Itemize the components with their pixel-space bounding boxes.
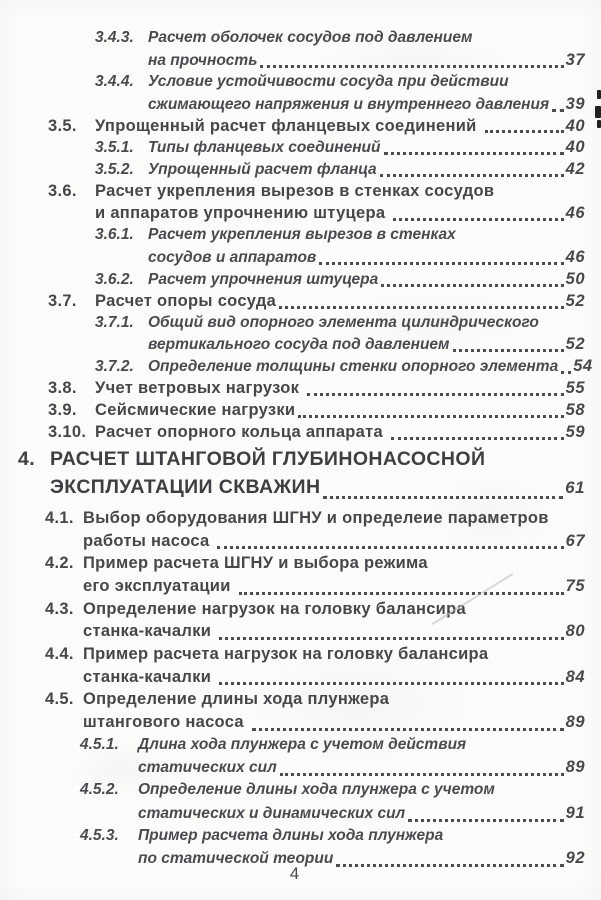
toc-line: [0, 713, 585, 736]
dot-leader: [239, 592, 564, 595]
entry-number: 3.5.: [48, 116, 77, 135]
entry-page: 89: [565, 713, 585, 732]
entry-text: Определение длины хода плунжера с учетом: [138, 781, 495, 799]
entry-text: Упрощенный расчет фланцевых соединений: [95, 116, 482, 135]
entry-number: 3.5.1.: [95, 139, 134, 157]
scan-edge-mark: [595, 106, 601, 118]
entry-number: 4.4.: [45, 645, 74, 664]
entry-text: Определение толщины стенки опорного элемента: [148, 358, 559, 376]
entry-text: Пример расчета ШГНУ и выбора режима: [83, 554, 428, 573]
page-number: 4: [289, 864, 300, 883]
entry-number: 3.7.1.: [95, 313, 134, 331]
entry-text: РАСЧЕТ ШТАНГОВОЙ ГЛУБИНОНАСОСНОЙ: [50, 447, 486, 470]
entry-number: 3.5.2.: [95, 161, 134, 179]
entry-text: на прочность: [148, 51, 258, 69]
entry-text: Расчет опоры сосуда: [95, 291, 277, 310]
entry-text: Выбор оборудования ШГНУ и определеие параметров: [83, 508, 549, 527]
dot-leader: [380, 174, 564, 177]
entry-text: статических сил: [138, 759, 277, 777]
toc-line: [0, 379, 585, 401]
toc-line: [0, 160, 585, 182]
entry-page: 75: [565, 576, 585, 595]
dot-leader: [217, 546, 563, 549]
dot-leader: [307, 393, 564, 396]
toc-line: [0, 448, 585, 476]
entry-text: Определение длины хода плунжера: [83, 690, 390, 709]
entry-number: 3.7.: [48, 291, 77, 310]
dot-leader: [319, 262, 563, 265]
entry-page: 42: [565, 160, 585, 179]
toc-line: [0, 736, 585, 759]
dot-leader: [219, 637, 564, 640]
entry-number: 4.: [18, 447, 36, 470]
toc-line: [0, 51, 585, 73]
toc-line: [0, 29, 585, 51]
entry-page: 91: [565, 803, 585, 822]
entry-page: 40: [565, 138, 585, 157]
entry-page: 80: [565, 622, 585, 641]
entry-number: 4.2.: [45, 554, 74, 573]
entry-text: Расчет упрочнения штуцера: [148, 270, 379, 288]
toc-line: [0, 292, 585, 314]
entry-page: 61: [565, 477, 585, 497]
entry-text: Пример расчета нагрузок на головку балансира: [83, 645, 489, 664]
entry-number: 4.5.2.: [80, 781, 119, 799]
entry-text: Расчет укрепления вырезов в стенках: [148, 226, 456, 244]
toc-line: [0, 73, 585, 95]
toc-line: [0, 600, 585, 623]
entry-text: Учет ветровых нагрузок: [95, 379, 305, 398]
entry-text: Расчет укрепления вырезов в стенках сосудов: [95, 182, 495, 201]
entry-text: Типы фланцевых соединений: [148, 139, 381, 157]
entry-page: 84: [565, 667, 585, 686]
entry-page: 59: [565, 423, 585, 442]
entry-page: 37: [565, 50, 585, 69]
toc-line: [0, 226, 585, 248]
toc-line: [0, 577, 585, 600]
toc-line: [0, 804, 585, 827]
toc-line: [0, 357, 593, 379]
dot-leader: [381, 284, 563, 287]
entry-page: 52: [565, 335, 585, 354]
entry-text: Сейсмические нагрузки: [95, 401, 296, 420]
toc-line: [0, 554, 585, 577]
toc-line: [0, 476, 585, 504]
entry-text: Пример расчета длины хода плунжера: [138, 826, 444, 844]
dot-leader: [219, 682, 564, 685]
entry-text: вертикального сосуда под давлением: [148, 336, 450, 354]
entry-text: по статической теории: [138, 850, 334, 868]
dot-leader: [384, 152, 564, 155]
entry-page: 54: [573, 357, 593, 376]
dot-leader: [485, 130, 564, 133]
dot-leader: [323, 496, 563, 499]
entry-page: 67: [565, 531, 585, 550]
entry-text: Определение нагрузок на головку балансира: [83, 599, 466, 618]
toc-line: [0, 827, 585, 850]
entry-text: Расчет опорного кольца аппарата: [95, 423, 388, 442]
toc-line: [0, 95, 585, 117]
entry-text: станка-качалки: [83, 622, 217, 641]
toc-line: [0, 182, 585, 204]
scan-edge-mark: [597, 120, 601, 128]
toc-line: [0, 314, 585, 336]
entry-page: 92: [565, 849, 585, 868]
toc-line: [0, 690, 585, 713]
entry-number: 4.5.: [45, 690, 74, 709]
entry-page: 52: [565, 291, 585, 310]
toc-line: [0, 335, 585, 357]
entry-page: 58: [565, 401, 585, 420]
entry-number: 3.4.3.: [95, 29, 134, 46]
entry-number: 3.6.: [48, 182, 77, 201]
entry-number: 4.5.3.: [80, 826, 119, 844]
dot-leader: [408, 819, 563, 822]
toc-line: [0, 622, 585, 645]
toc-line: [0, 645, 585, 668]
entry-page: 50: [565, 269, 585, 288]
entry-text: Упрощенный расчет фланца: [148, 161, 377, 179]
toc-line: [0, 204, 585, 226]
entry-text: и аппаратов упрочнению штуцера: [95, 204, 391, 223]
entry-text: Длина хода плунжера с учетом действия: [138, 735, 467, 753]
scan-edge-mark: [597, 90, 601, 99]
entry-text: сжимающего напряжения и внутреннего давления: [148, 95, 550, 113]
entry-text: штангового насоса: [83, 713, 249, 732]
entry-page: 89: [565, 758, 585, 777]
entry-page: 55: [565, 379, 585, 398]
entry-number: 3.10.: [48, 423, 87, 442]
entry-text: станка-качалки: [83, 667, 217, 686]
dot-leader: [252, 728, 564, 731]
entry-page: 46: [565, 247, 585, 266]
dot-leader: [280, 773, 564, 776]
dot-leader: [552, 109, 564, 112]
entry-number: 3.6.2.: [95, 270, 134, 288]
toc-line: [0, 758, 585, 781]
toc-line: [0, 117, 585, 139]
dot-leader: [393, 218, 563, 221]
dot-leader: [561, 371, 571, 374]
entry-text: работы насоса: [83, 531, 215, 550]
entry-text: Расчет оболочек сосудов под давлением: [148, 29, 473, 46]
entry-number: 3.9.: [48, 401, 77, 420]
dot-leader: [260, 65, 563, 68]
entry-number: 4.1.: [45, 508, 74, 527]
toc-line: [0, 532, 585, 555]
entry-text: Общий вид опорного элемента цилиндрического: [148, 313, 539, 331]
dot-leader: [453, 349, 564, 352]
entry-page: 46: [565, 204, 585, 223]
entry-number: 3.6.1.: [95, 226, 134, 244]
toc-line: [0, 509, 585, 532]
entry-text: статических и динамических сил: [138, 804, 406, 822]
toc-line: [0, 248, 585, 270]
toc-line: [0, 270, 585, 292]
toc-line: [0, 138, 585, 160]
entry-text: Условие устойчивости сосуда при действии: [148, 72, 509, 90]
entry-page: 40: [565, 116, 585, 135]
toc-line: [0, 423, 585, 445]
dot-leader: [279, 306, 564, 309]
entry-text: его эксплуатации: [83, 576, 236, 595]
dot-leader: [298, 415, 563, 418]
entry-number: 3.8.: [48, 379, 77, 398]
entry-text: ЭКСПЛУАТАЦИИ СКВАЖИН: [50, 475, 321, 498]
entry-text: сосудов и аппаратов: [148, 248, 317, 266]
entry-number: 4.5.1.: [80, 735, 119, 753]
table-of-contents: [0, 29, 601, 872]
entry-number: 3.7.2.: [95, 358, 134, 376]
dot-leader: [391, 437, 564, 440]
toc-line: [0, 781, 585, 804]
entry-number: 4.3.: [45, 599, 74, 618]
entry-number: 3.4.4.: [95, 72, 134, 90]
toc-line: [0, 668, 585, 691]
toc-line: [0, 401, 585, 423]
entry-page: 39: [565, 94, 585, 113]
